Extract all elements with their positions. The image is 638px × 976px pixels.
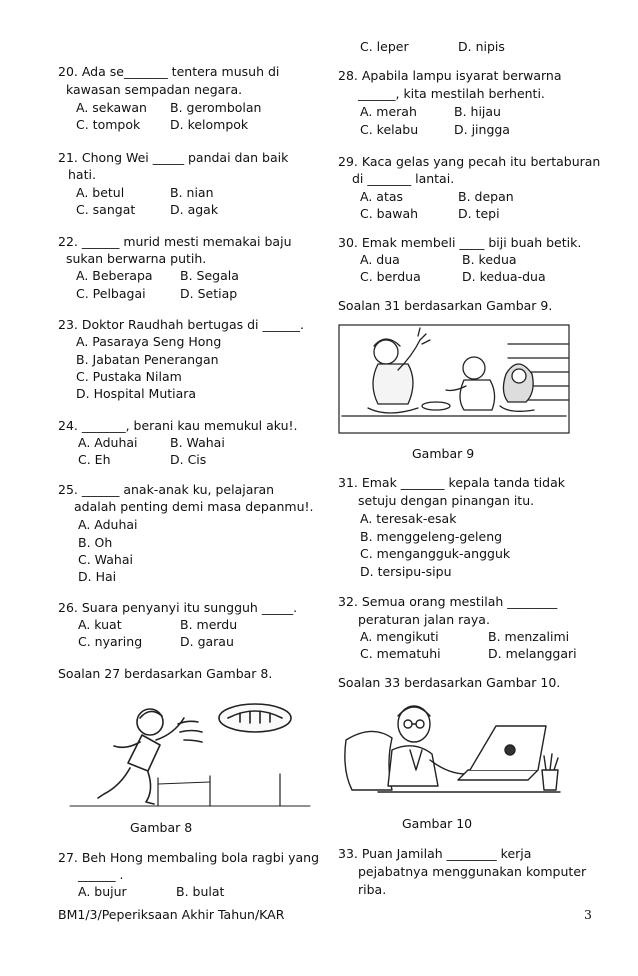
option-b: B. Segala	[180, 268, 239, 283]
option-d: D. Hospital Mutiara	[76, 386, 197, 401]
option-d: D. agak	[170, 202, 219, 217]
option-a: A. bujur	[78, 884, 127, 899]
option-a: A. Aduhai	[78, 517, 138, 532]
option-d: D. jingga	[454, 122, 510, 137]
option-a: A. teresak-esak	[360, 511, 457, 526]
option-b: B. Oh	[78, 535, 113, 550]
question-stem: ______ .	[78, 867, 124, 882]
option-a: A. mengikuti	[360, 629, 439, 644]
option-a: A. kuat	[78, 617, 122, 632]
option-c: C. sangat	[76, 202, 136, 217]
question-stem: 24. _______, berani kau memukul aku!.	[58, 418, 298, 433]
option-c: C. nyaring	[78, 634, 143, 649]
option-b: B. menggeleng-geleng	[360, 529, 503, 544]
option-a: A. dua	[360, 252, 400, 267]
option-c: C. Eh	[78, 452, 111, 467]
option-d: D. tersipu-sipu	[360, 564, 452, 579]
question-stem: ______, kita mestilah berhenti.	[358, 86, 545, 101]
question-stem: peraturan jalan raya.	[358, 612, 490, 627]
option-b: B. merdu	[180, 617, 238, 632]
figure-reference: Soalan 27 berdasarkan Gambar 8.	[58, 666, 273, 681]
question-stem: 33. Puan Jamilah ________ kerja	[338, 846, 532, 861]
question-stem: riba.	[358, 882, 387, 897]
option-a: A. betul	[76, 185, 125, 200]
question-stem: kawasan sempadan negara.	[66, 82, 243, 97]
option-c: C. mengangguk-angguk	[360, 546, 511, 561]
exam-code-footer: BM1/3/Peperiksaan Akhir Tahun/KAR	[58, 907, 285, 922]
option-d: D. nipis	[458, 39, 505, 54]
option-b: B. menzalimi	[488, 629, 570, 644]
option-b: B. depan	[458, 189, 514, 204]
question-stem: 30. Emak membeli ____ biji buah betik.	[338, 235, 582, 250]
question-stem: 31. Emak _______ kepala tanda tidak	[338, 475, 565, 490]
option-a: A. Pasaraya Seng Hong	[76, 334, 222, 349]
option-d: D. melanggari	[488, 646, 577, 661]
question-stem: 22. ______ murid mesti memakai baju	[58, 234, 292, 249]
question-stem: pejabatnya menggunakan komputer	[358, 864, 587, 879]
question-stem: 28. Apabila lampu isyarat berwarna	[338, 68, 562, 83]
option-d: D. kelompok	[170, 117, 249, 132]
option-d: D. garau	[180, 634, 234, 649]
option-d: D. Setiap	[180, 286, 238, 301]
option-b: B. Jabatan Penerangan	[76, 352, 219, 367]
option-d: D. Hai	[78, 569, 117, 584]
question-stem: 20. Ada se_______ tentera musuh di	[58, 64, 280, 79]
option-c: C. mematuhi	[360, 646, 441, 661]
figure-reference: Soalan 31 berdasarkan Gambar 9.	[338, 298, 553, 313]
question-stem: 32. Semua orang mestilah ________	[338, 594, 558, 609]
woman-laptop-illustration	[338, 700, 564, 804]
question-stem: 23. Doktor Raudhah bertugas di ______.	[58, 317, 304, 332]
question-stem: 21. Chong Wei _____ pandai dan baik	[58, 150, 289, 165]
option-d: D. kedua-dua	[462, 269, 546, 284]
figure-reference: Soalan 33 berdasarkan Gambar 10.	[338, 675, 561, 690]
figure-caption: Gambar 9	[412, 446, 475, 461]
option-b: B. gerombolan	[170, 100, 262, 115]
option-b: B. nian	[170, 185, 214, 200]
option-a: A. atas	[360, 189, 404, 204]
figure-caption: Gambar 10	[402, 816, 473, 831]
question-stem: 27. Beh Hong membaling bola ragbi yang	[58, 850, 320, 865]
question-stem: 26. Suara penyanyi itu sungguh _____.	[58, 600, 298, 615]
option-c: C. leper	[360, 39, 409, 54]
question-stem: 29. Kaca gelas yang pecah itu bertaburan	[338, 154, 601, 169]
question-stem: sukan berwarna putih.	[66, 251, 207, 266]
page-number: 3	[584, 907, 592, 922]
option-c: C. Pustaka Nilam	[76, 369, 182, 384]
option-c: C. berdua	[360, 269, 421, 284]
question-stem: adalah penting demi masa depanmu!.	[74, 499, 314, 514]
option-a: A. Aduhai	[78, 435, 138, 450]
option-b: B. Wahai	[170, 435, 225, 450]
family-discussion-illustration	[338, 324, 570, 434]
option-b: B. hijau	[454, 104, 501, 119]
option-c: C. Wahai	[78, 552, 133, 567]
option-c: C. bawah	[360, 206, 419, 221]
option-d: D. tepi	[458, 206, 500, 221]
option-c: C. kelabu	[360, 122, 419, 137]
option-a: A. sekawan	[76, 100, 147, 115]
figure-caption: Gambar 8	[130, 820, 193, 835]
option-c: C. Pelbagai	[76, 286, 146, 301]
option-a: A. Beberapa	[76, 268, 153, 283]
question-stem: di _______ lantai.	[352, 171, 455, 186]
question-stem: 25. ______ anak-anak ku, pelajaran	[58, 482, 275, 497]
option-a: A. merah	[360, 104, 417, 119]
rugby-player-illustration	[60, 688, 312, 814]
option-b: B. bulat	[176, 884, 225, 899]
question-stem: setuju dengan pinangan itu.	[358, 493, 535, 508]
option-b: B. kedua	[462, 252, 517, 267]
option-d: D. Cis	[170, 452, 207, 467]
option-c: C. tompok	[76, 117, 141, 132]
question-stem: hati.	[68, 167, 96, 182]
